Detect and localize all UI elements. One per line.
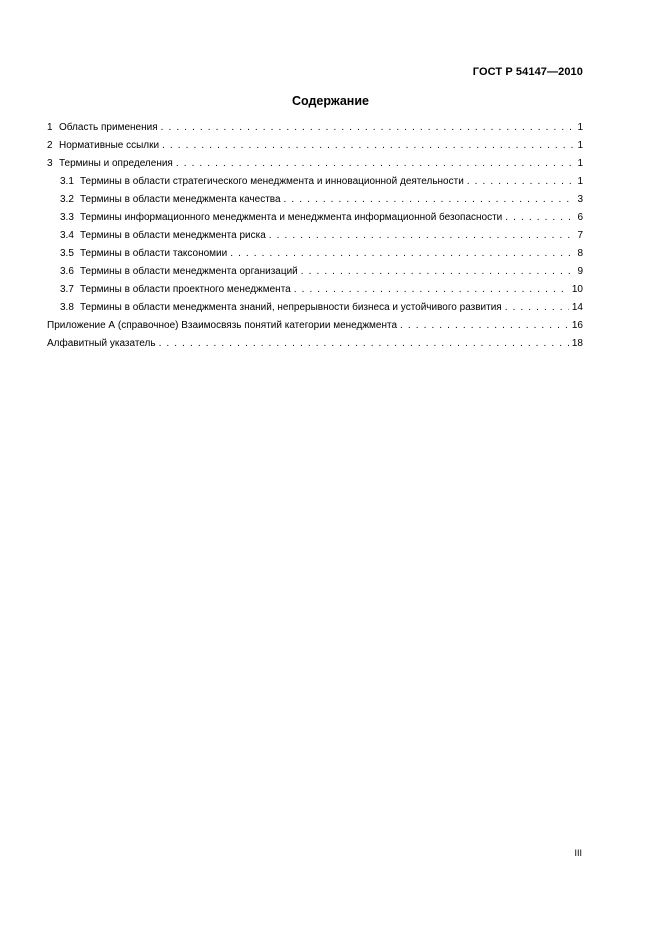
toc-subentry[interactable] <box>47 227 583 245</box>
toc-subentry[interactable] <box>47 299 583 317</box>
toc-entry-number: 3.6 <box>60 266 74 277</box>
toc-entry-page: 18 <box>571 338 583 349</box>
toc-entry-title: Термины в области менеджмента риска <box>80 230 266 241</box>
table-of-contents <box>47 119 583 353</box>
toc-subentry[interactable] <box>47 245 583 263</box>
toc-dot-leader <box>467 173 574 191</box>
toc-dot-leader <box>284 191 574 209</box>
toc-entry-page: 6 <box>577 212 583 223</box>
toc-entry-title: Термины в области стратегического менеджмента и инновационной деятельности <box>80 176 464 187</box>
toc-entry-title: Термины в области менеджмента качества <box>80 194 281 205</box>
page-number: III <box>574 848 582 858</box>
toc-entry-title: Область применения <box>59 122 158 133</box>
toc-entry-number: 3.7 <box>60 284 74 295</box>
toc-entry-title: Термины в области менеджмента знаний, непрерывности бизнеса и устойчивого развития <box>80 302 502 313</box>
toc-entry[interactable] <box>47 155 583 173</box>
toc-entry-number: 3 <box>47 158 53 169</box>
toc-entry-page: 16 <box>571 320 583 331</box>
toc-dot-leader <box>159 335 569 353</box>
toc-entry[interactable] <box>47 119 583 137</box>
toc-entry-number: 3.2 <box>60 194 74 205</box>
toc-subentry[interactable] <box>47 209 583 227</box>
toc-dot-leader <box>301 263 574 281</box>
toc-entry-page: 14 <box>571 302 583 313</box>
toc-dot-leader <box>162 137 574 155</box>
toc-entry-title: Термины в области менеджмента организаций <box>80 266 298 277</box>
toc-entry-number: 3.3 <box>60 212 74 223</box>
toc-dot-leader <box>505 209 574 227</box>
toc-entry-number: 3.1 <box>60 176 74 187</box>
toc-entry-title: Термины в области таксономии <box>80 248 228 259</box>
toc-entry-number: 2 <box>47 140 53 151</box>
toc-dot-leader <box>269 227 574 245</box>
toc-entry-title: Термины и определения <box>59 158 173 169</box>
document-standard-id: ГОСТ Р 54147—2010 <box>472 66 583 78</box>
toc-entry-page: 1 <box>577 122 583 133</box>
toc-entry-number: 1 <box>47 122 53 133</box>
toc-dot-leader <box>230 245 574 263</box>
toc-entry-page: 1 <box>577 158 583 169</box>
toc-entry-number: 3.5 <box>60 248 74 259</box>
toc-dot-leader <box>505 299 569 317</box>
toc-entry-title: Нормативные ссылки <box>59 140 160 151</box>
toc-dot-leader <box>294 281 569 299</box>
toc-entry-page: 1 <box>577 176 583 187</box>
toc-entry-number: 3.8 <box>60 302 74 313</box>
toc-dot-leader <box>176 155 574 173</box>
toc-entry-number: 3.4 <box>60 230 74 241</box>
toc-entry[interactable] <box>47 137 583 155</box>
toc-entry-page: 1 <box>577 140 583 151</box>
toc-entry-page: 10 <box>571 284 583 295</box>
toc-dot-leader <box>161 119 574 137</box>
toc-dot-leader <box>400 317 569 335</box>
toc-entry-title: Приложение А (справочное) Взаимосвязь понятий категории менеджмента <box>47 320 398 331</box>
toc-entry-title: Алфавитный указатель <box>47 338 156 349</box>
toc-entry-page: 8 <box>577 248 583 259</box>
toc-entry-page: 7 <box>577 230 583 241</box>
toc-annex-entry[interactable] <box>47 317 583 335</box>
toc-subentry[interactable] <box>47 281 583 299</box>
toc-title: Содержание <box>291 94 369 108</box>
toc-subentry[interactable] <box>47 263 583 281</box>
toc-entry-title: Термины в области проектного менеджмента <box>80 284 291 295</box>
toc-subentry[interactable] <box>47 191 583 209</box>
toc-entry-title: Термины информационного менеджмента и менеджмента информационной безопасности <box>80 212 503 223</box>
toc-subentry[interactable] <box>47 173 583 191</box>
toc-entry-page: 3 <box>577 194 583 205</box>
toc-index-entry[interactable] <box>47 335 583 353</box>
toc-entry-page: 9 <box>577 266 583 277</box>
